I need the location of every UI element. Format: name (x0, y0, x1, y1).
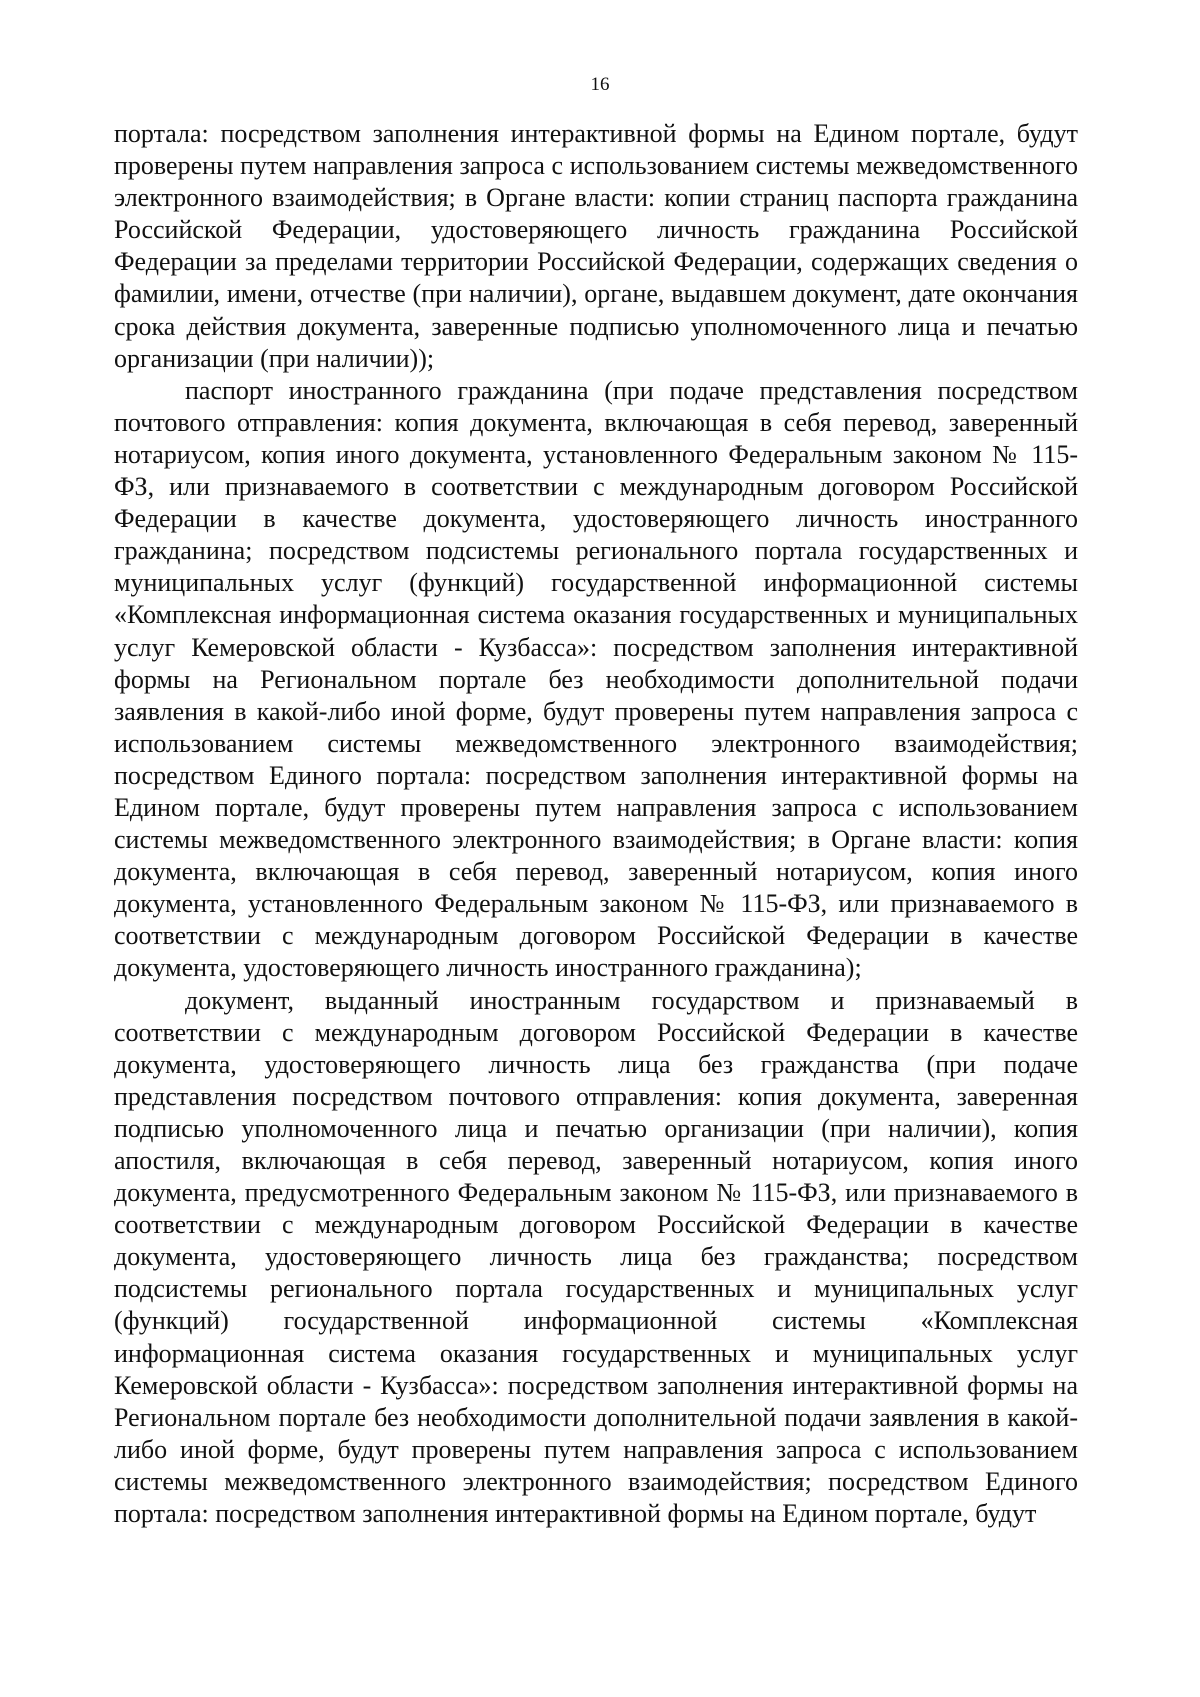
document-body (114, 118, 1078, 1530)
paragraph-stateless-document: документ, выданный иностранным государством и признаваемый в соответствии с международным договором Российской Федерации в качестве документа, удостоверяющего личность лица без гражданства (при подаче представления посредством почтового отправления: копия документа, заверенная подписью уполномоченного лица и печатью организации (при наличии), копия апостиля, включающая в себя перевод, заверенный нотариусом, копия иного документа, предусмотренного Федеральным законом № 115-ФЗ, или признаваемого в соответствии с международным договором Российской Федерации в качестве документа, удостоверяющего личность лица без гражданства; посредством подсистемы регионального портала государственных и муниципальных услуг (функций) государственной информационной системы «Комплексная информационная система оказания государственных и муниципальных услуг Кемеровской области - Кузбасса»: посредством заполнения интерактивной формы на Региональном портале без необходимости дополнительной подачи заявления в какой-либо иной форме, будут проверены путем направления запроса с использованием системы межведомственного электронного взаимодействия; посредством Единого портала: посредством заполнения интерактивной формы на Едином портале, будут (114, 985, 1078, 1529)
paragraph-foreign-passport: паспорт иностранного гражданина (при подаче представления посредством почтового отправления: копия документа, включающая в себя перевод, заверенный нотариусом, копия иного документа, установленного Федеральным законом № 115-ФЗ, или признаваемого в соответствии с международным договором Российской Федерации в качестве документа, удостоверяющего личность иностранного гражданина; посредством подсистемы регионального портала государственных и муниципальных услуг (функций) государственной информационной системы «Комплексная информационная система оказания государственных и муниципальных услуг Кемеровской области - Кузбасса»: посредством заполнения интерактивной формы на Региональном портале без необходимости дополнительной подачи заявления в какой-либо иной форме, будут проверены путем направления запроса с использованием системы межведомственного электронного взаимодействия; посредством Единого портала: посредством заполнения интерактивной формы на Едином портале, будут проверены путем направления запроса с использованием системы межведомственного электронного взаимодействия; в Органе власти: копия документа, включающая в себя перевод, заверенный нотариусом, копия иного документа, установленного Федеральным законом № 115-ФЗ, или признаваемого в соответствии с международным договором Российской Федерации в качестве документа, удостоверяющего личность иностранного гражданина); (114, 375, 1078, 983)
page-number: 16 (590, 74, 610, 95)
paragraph-continuation: портала: посредством заполнения интерактивной формы на Едином портале, будут проверены путем направления запроса с использованием системы межведомственного электронного взаимодействия; в Органе власти: копии страниц паспорта гражданина Российской Федерации, удостоверяющего личность гражданина Российской Федерации за пределами территории Российской Федерации, содержащих сведения о фамилии, имени, отчестве (при наличии), органе, выдавшем документ, дате окончания срока действия документа, заверенные подписью уполномоченного лица и печатью организации (при наличии)); (114, 119, 1078, 373)
